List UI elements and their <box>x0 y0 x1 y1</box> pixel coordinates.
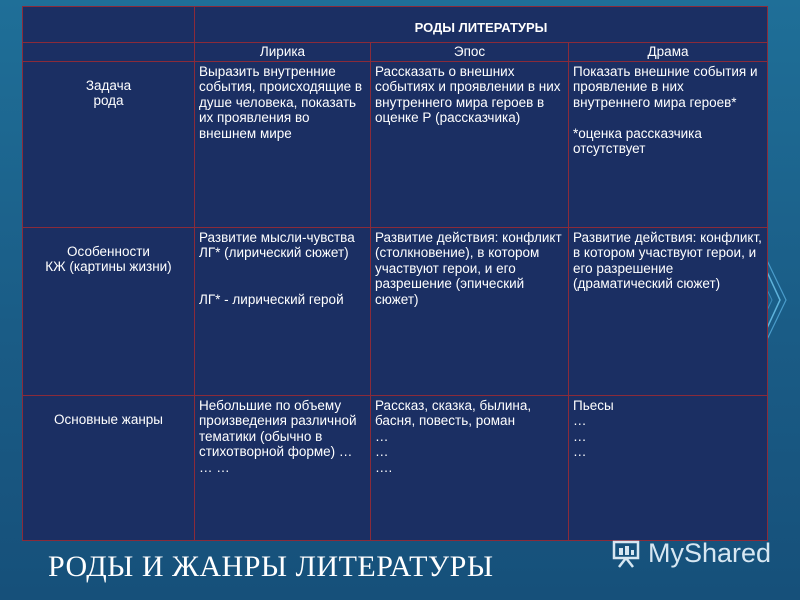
presentation-board-icon <box>608 539 644 569</box>
watermark <box>608 538 771 569</box>
table-title: РОДЫ ЛИТЕРАТУРЫ <box>195 7 768 43</box>
corner-cell <box>23 7 195 43</box>
row-label-genres: Основные жанры <box>23 395 195 541</box>
row-label-features: Особенности КЖ (картины жизни) <box>23 227 195 395</box>
table-cell: Небольшие по объему произведения различной тематики (обычно в стихотворной форме) … … … <box>195 395 371 541</box>
table-cell: Развитие действия: конфликт (столкновение), в котором участвуют герои, и его разрешение (эпический сюжет) <box>371 227 569 395</box>
genres-table <box>22 6 768 541</box>
table-cell: Показать внешние события и проявление в них внутреннего мира героев* *оценка рассказчика отсутствует <box>569 61 768 227</box>
table-cell: Развитие мысли-чувства ЛГ* (лирический сюжет) ЛГ* - лирический герой <box>195 227 371 395</box>
table-cell: Пьесы … … … <box>569 395 768 541</box>
genres-table-container <box>22 6 767 541</box>
table-cell: Рассказ, сказка, былина, басня, повесть, роман … … …. <box>371 395 569 541</box>
column-header-epic: Эпос <box>371 43 569 62</box>
slide-title: РОДЫ И ЖАНРЫ ЛИТЕРАТУРЫ <box>48 550 494 583</box>
column-header-lyric: Лирика <box>195 43 371 62</box>
watermark-text: MyShared <box>648 538 772 568</box>
corner-cell-lower <box>23 43 195 62</box>
column-header-drama: Драма <box>569 43 768 62</box>
table-cell: Рассказать о внешних событиях и проявлении в них внутреннего мира героев в оценке Р (рассказчика) <box>371 61 569 227</box>
row-label-task: Задача рода <box>23 61 195 227</box>
table-cell: Развитие действия: конфликт, в котором участвуют герои, и его разрешение (драматический сюжет) <box>569 227 768 395</box>
table-cell: Выразить внутренние события, происходящие в душе человека, показать их проявления во внешнем мире <box>195 61 371 227</box>
